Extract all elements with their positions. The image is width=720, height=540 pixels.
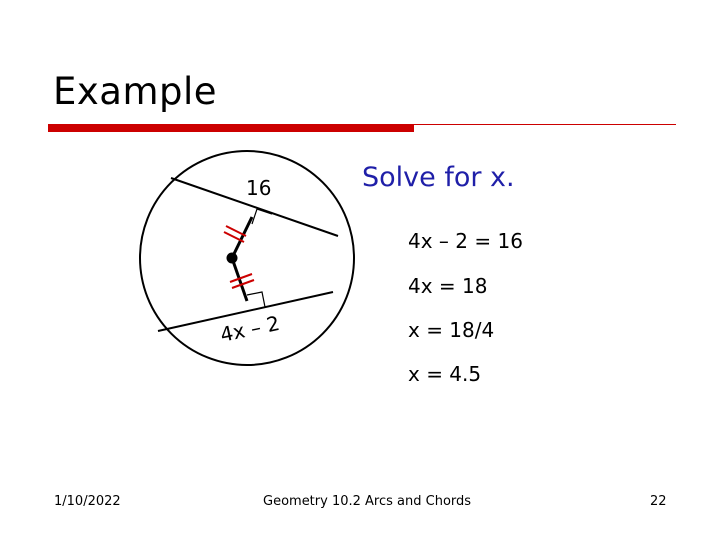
solution-step-1: 4x – 2 = 16 (408, 229, 523, 253)
footer-date: 1/10/2022 (54, 494, 121, 509)
footer-page-number: 22 (650, 494, 667, 509)
footer-course: Geometry 10.2 Arcs and Chords (263, 494, 472, 509)
top-chord-label: 16 (246, 176, 272, 200)
center-point (227, 253, 238, 264)
solution-step-4: x = 4.5 (408, 362, 482, 386)
solution-step-3: x = 18/4 (408, 318, 495, 342)
right-angle-mark-bottom (247, 292, 265, 307)
solution-step-2: 4x = 18 (408, 274, 488, 298)
solve-prompt: Solve for x. (362, 162, 515, 193)
slide-title: Example (53, 70, 218, 113)
bottom-chord-label: 4x – 2 (218, 310, 282, 347)
